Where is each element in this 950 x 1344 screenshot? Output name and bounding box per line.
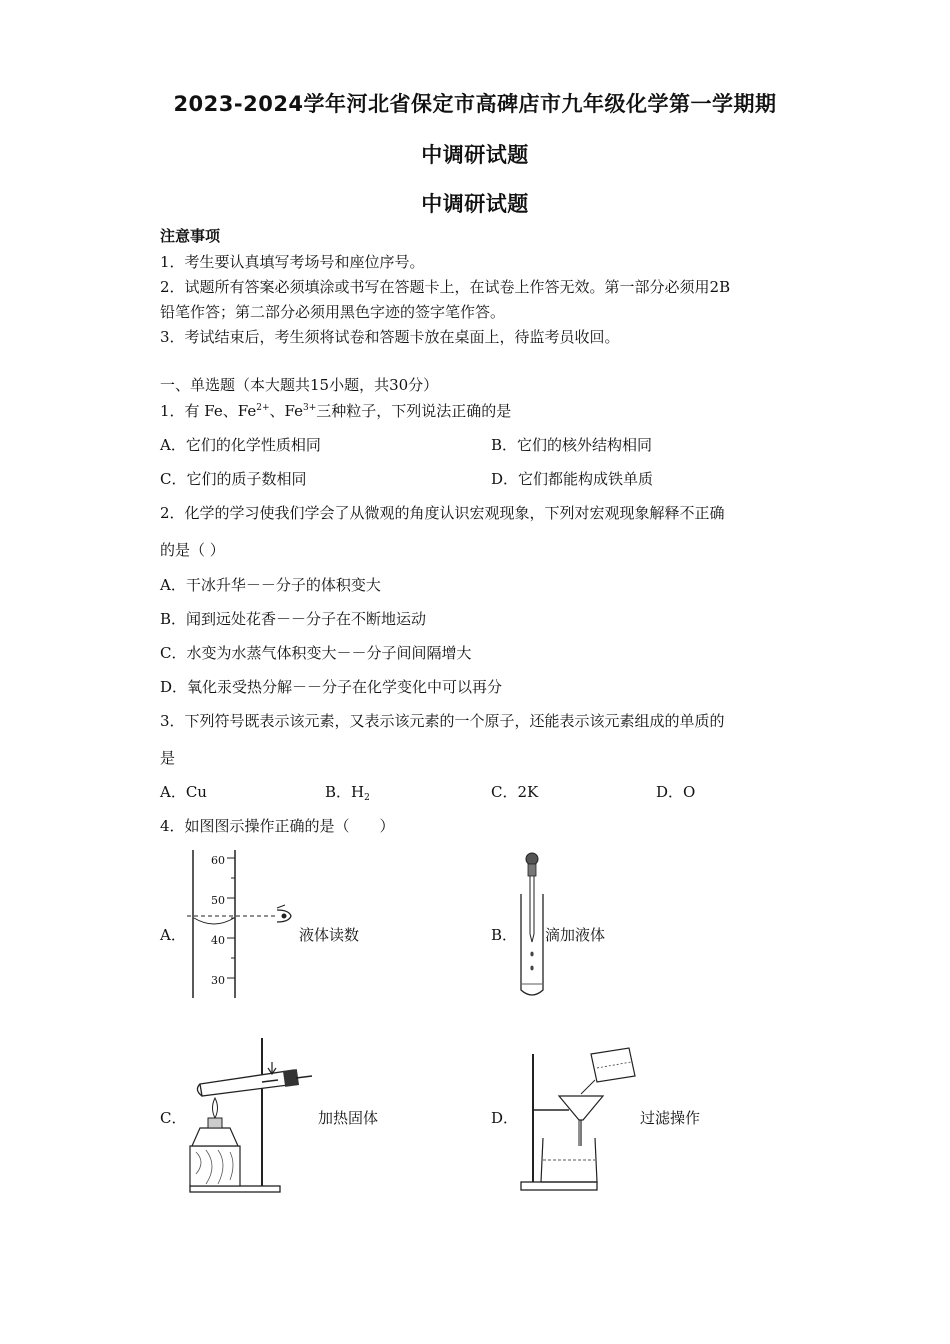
q4-option-b-letter: B． [491, 926, 518, 944]
cylinder-tick-60: 60 [211, 854, 225, 867]
filtration-figure [517, 1046, 643, 1196]
notice-heading: 注意事项 [160, 227, 221, 245]
q3-stem-line2: 是 [160, 749, 176, 767]
q3-option-a: A．Cu [160, 783, 207, 801]
exam-title-line2: 中调研试题 [421, 143, 529, 167]
q3-stem-line1: 3．下列符号既表示该元素，又表示该元素的一个原子，还能表示该元素组成的单质的 [160, 712, 725, 730]
q2-option-b: B．闻到远处花香－－分子在不断地运动 [160, 610, 427, 628]
cylinder-tick-30: 30 [211, 974, 225, 987]
q4-option-a-caption: 液体读数 [299, 926, 360, 944]
q2-stem-line2: 的是（ ） [160, 541, 225, 559]
cylinder-reading-figure [185, 848, 305, 1000]
q4-option-d-letter: D． [491, 1109, 519, 1127]
dropper-test-tube-figure [515, 850, 549, 1000]
q1-option-a: A．它们的化学性质相同 [160, 436, 321, 454]
q1-option-c: C．它们的质子数相同 [160, 470, 307, 488]
q2-stem-line1: 2．化学的学习使我们学会了从微观的角度认识宏观现象，下列对宏观现象解释不正确 [160, 504, 725, 522]
q1-option-b: B．它们的核外结构相同 [491, 436, 653, 454]
q4-option-a-letter: A． [160, 926, 186, 944]
notice-item-2: 2．试题所有答案必须填涂或书写在答题卡上，在试卷上作答无效。第一部分必须用2B [160, 278, 731, 296]
q2-option-d: D．氧化汞受热分解－－分子在化学变化中可以再分 [160, 678, 503, 696]
q1-stem: 1．有 Fe、$Fe^{2+}$、$Fe^{3+}$三种粒子，下列说法正确的是 [160, 402, 512, 420]
q4-option-c-letter: C． [160, 1109, 187, 1127]
cylinder-tick-50: 50 [211, 894, 225, 907]
q4-option-c-caption: 加热固体 [318, 1109, 379, 1127]
q3-option-d: D．O [656, 783, 696, 801]
q2-option-c: C．水变为水蒸气体积变大－－分子间间隔增大 [160, 644, 472, 662]
q4-option-b-caption: 滴加液体 [545, 926, 606, 944]
exam-title-line3: 中调研试题 [421, 192, 529, 216]
q4-stem: 4．如图图示操作正确的是（ ） [160, 817, 395, 835]
q3-option-c: C．2K [491, 783, 539, 801]
q3-option-b: B．$H_2$ [325, 783, 370, 803]
exam-title-line1: 2023-2024学年河北省保定市高碑店市九年级化学第一学期期 [173, 92, 777, 116]
notice-item-1: 1．考生要认真填写考场号和座位序号。 [160, 253, 425, 271]
notice-item-2-cont: 铅笔作答；第二部分必须用黑色字迹的签字笔作答。 [160, 303, 506, 321]
section-heading: 一、单选题（本大题共15小题，共30分） [160, 376, 439, 394]
heating-solid-figure [186, 1034, 318, 1196]
q1-option-d: D．它们都能构成铁单质 [491, 470, 654, 488]
notice-item-3: 3．考试结束后，考生须将试卷和答题卡放在桌面上，待监考员收回。 [160, 328, 620, 346]
q4-option-d-caption: 过滤操作 [640, 1109, 701, 1127]
q2-option-a: A．干冰升华－－分子的体积变大 [160, 576, 381, 594]
cylinder-tick-40: 40 [211, 934, 225, 947]
